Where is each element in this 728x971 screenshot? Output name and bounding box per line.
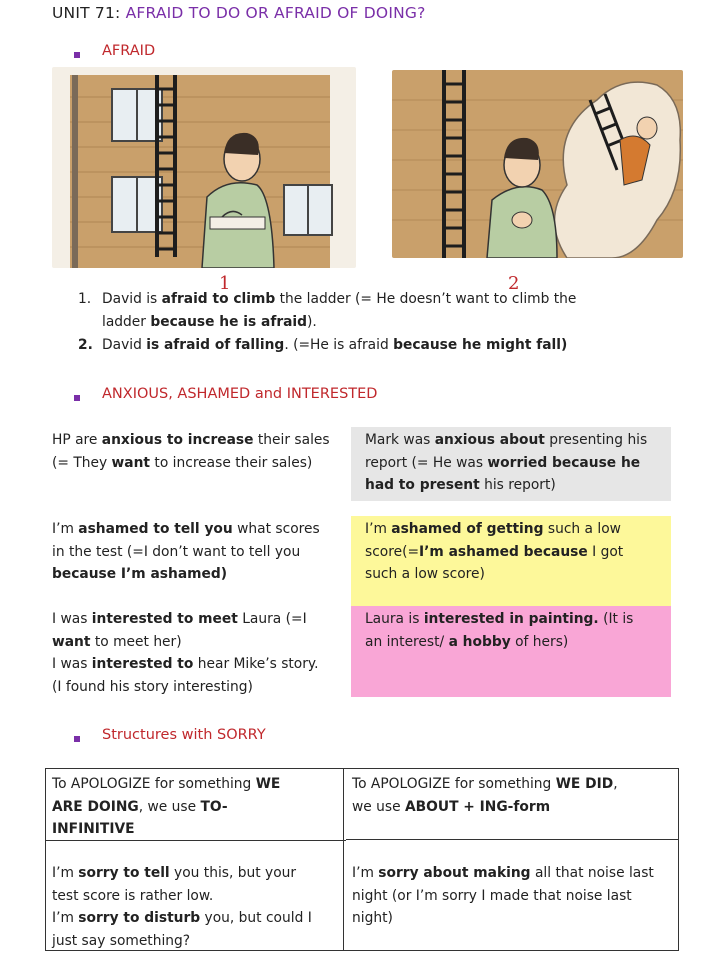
pair-3-right: Laura is interested in painting. (It is an interest/ a hobby of hers) <box>351 606 671 697</box>
example-number: 2. <box>78 337 93 353</box>
picture-1-label: 1 <box>219 273 231 294</box>
pair-1-left: HP are anxious to increase their sales (= They want to increase their sales) <box>52 432 330 471</box>
bullet-square-icon <box>74 52 80 58</box>
example-2: 2. David is afraid of falling. (=He is afraid because he might fall) <box>78 334 698 357</box>
pair-2-right: I’m ashamed of getting such a low score(=I’m ashamed because I got such a low score) <box>351 516 671 607</box>
illustration-david-imagining-fall <box>392 70 683 258</box>
table-cell-r1c1: To APOLOGIZE for something WE ARE DOING, we use TO- INFINITIVE <box>52 776 281 837</box>
pair-2-left: I’m ashamed to tell you what scores in the test (=I don’t want to tell you because I’m ashamed) <box>52 521 320 582</box>
example-1: 1. David is afraid to climb the ladder (= He doesn’t want to climb the ladder because he is afraid). <box>78 288 678 334</box>
illustration-david-ladder <box>52 67 356 268</box>
pair-3-left: I was interested to meet Laura (=I want to meet her) I was interested to hear Mike’s story. (I found his story interesting) <box>52 611 319 695</box>
pair-1-right: Mark was anxious about presenting his report (= He was worried because he had to present his report) <box>351 427 671 501</box>
picture-2-label: 2 <box>508 273 520 294</box>
table-divider <box>346 839 678 858</box>
page-title: UNIT 71: AFRAID TO DO OR AFRAID OF DOING? <box>52 4 426 22</box>
table-divider <box>343 769 344 950</box>
table-cell-r2c1: I’m sorry to tell you this, but your test score is rather low. I’m sorry to disturb you, but could I just say something? <box>52 865 312 949</box>
bullet-square-icon <box>74 736 80 742</box>
sorry-table <box>45 768 679 951</box>
page-title-topic: AFRAID TO DO OR AFRAID OF DOING? <box>125 4 426 22</box>
table-cell-r1c2: To APOLOGIZE for something WE DID, we use ABOUT + ING-form <box>352 776 618 815</box>
table-cell-r2c2: I’m sorry about making all that noise last night (or I’m sorry I made that noise last night) <box>352 865 654 926</box>
example-number: 1. <box>78 291 92 307</box>
bullet-square-icon <box>74 395 80 401</box>
